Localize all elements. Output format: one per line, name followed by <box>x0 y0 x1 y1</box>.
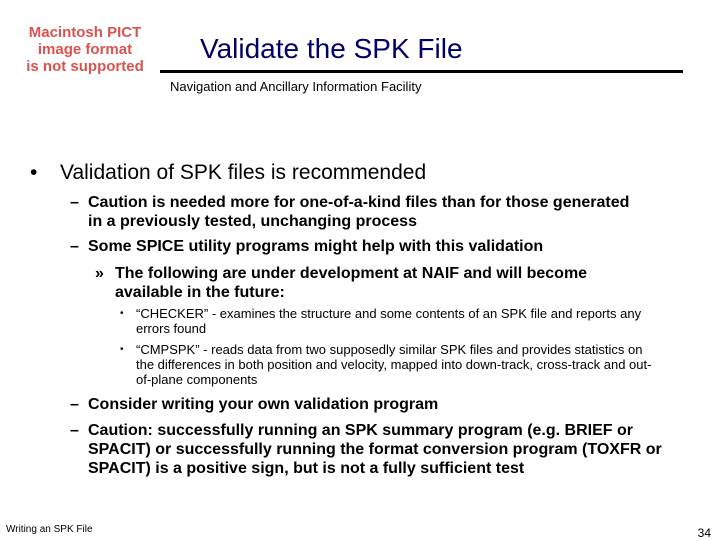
slide-subtitle: Navigation and Ancillary Information Facility <box>170 79 422 94</box>
bullet-marker: • <box>120 308 124 319</box>
page-number: 34 <box>697 526 711 540</box>
slide-title: Validate the SPK File <box>200 33 463 64</box>
unsupported-image-placeholder <box>10 24 160 74</box>
bullet-text: Consider writing your own validation program <box>88 396 439 413</box>
bullet-text: “CMPSPK” - reads data from two supposedly similar SPK files and provides statistics on the differences in both position and velocity, mapped into down-track, cross-track and out-of-plane components <box>136 342 652 387</box>
bullet-marker: – <box>70 396 79 413</box>
bullet-marker: » <box>95 265 104 282</box>
bullet-marker: • <box>120 344 124 355</box>
bullet-marker: – <box>70 238 79 255</box>
bullet-text: Caution: successfully running an SPK summary program (e.g. BRIEF or SPACIT) or successfully running the format conversion program (TOXFR or SPACIT) is a positive sign, but is not a fully sufficient test <box>88 422 662 477</box>
bullet-text: Validation of SPK files is recommended <box>60 161 427 184</box>
bullet-text: Caution is needed more for one-of-a-kind files than for those generated in a previously tested, unchanging process <box>88 194 630 230</box>
placeholder-line: image format <box>37 40 133 58</box>
bullet-text: “CHECKER” - examines the structure and some contents of an SPK file and reports any errors found <box>136 306 642 336</box>
title-underline <box>160 70 683 73</box>
footer-label: Writing an SPK File <box>6 524 93 535</box>
placeholder-line: is not supported <box>26 57 144 75</box>
bullet-text: The following are under development at NAIF and will become available in the future: <box>115 265 588 301</box>
bullet-marker: – <box>70 194 79 211</box>
bullet-marker: • <box>30 161 38 184</box>
placeholder-line: Macintosh PICT <box>28 23 142 41</box>
bullet-marker: – <box>70 422 79 439</box>
bullet-text: Some SPICE utility programs might help with this validation <box>88 238 544 255</box>
